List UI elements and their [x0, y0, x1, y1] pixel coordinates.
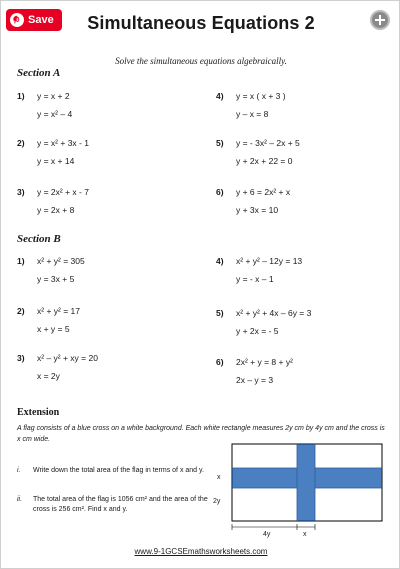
extension-heading: Extension: [17, 407, 60, 418]
cross-vertical-bar: [297, 445, 315, 521]
equation-2: y = - x – 1: [236, 274, 274, 284]
equation-2: x = 2y: [37, 371, 60, 381]
section-b-heading: Section B: [17, 233, 61, 245]
question-number: 1): [17, 91, 25, 101]
equation-1: y = x² + 3x - 1: [37, 138, 89, 148]
extension-part-i: [17, 466, 215, 488]
flag-label-4y: 4y: [263, 531, 271, 538]
equation-2: y + 2x + 22 = 0: [236, 156, 293, 166]
equation-1: y = - 3x² – 2x + 5: [236, 138, 300, 148]
part-text: Write down the total area of the flag in terms of x and y.: [33, 467, 204, 474]
equation-2: y – x = 8: [236, 109, 269, 119]
extension-description: A flag consists of a blue cross on a white background. Each white rectangle measures 2y cm by 4y cm and the cross is x cm wide.: [17, 425, 385, 443]
question-number: 2): [17, 306, 25, 316]
equation-1: x² – y² + xy = 20: [37, 353, 98, 363]
equation-1: 2x² + y = 8 + y²: [236, 357, 293, 367]
equation-1: y = 2x² + x - 7: [37, 187, 89, 197]
extension-part-ii: [17, 495, 215, 517]
equation-1: y = x ( x + 3 ): [236, 91, 286, 101]
question-number: 3): [17, 353, 25, 363]
question-number: 6): [216, 357, 224, 367]
equation-2: y + 2x = - 5: [236, 326, 279, 336]
question-number: 3): [17, 187, 25, 197]
equation-1: y = x + 2: [37, 91, 70, 101]
instruction-text: Solve the simultaneous equations algebraically.: [115, 56, 287, 66]
flag-label-x-bottom: x: [303, 531, 307, 538]
equation-1: y + 6 = 2x² + x: [236, 187, 291, 197]
plus-icon: [375, 15, 385, 25]
part-text: The total area of the flag is 1056 cm² and the area of the cross is 256 cm². Find x and y.: [33, 496, 208, 513]
footer-url[interactable]: www.9-1GCSEmathsworksheets.com: [134, 547, 268, 556]
question-number: 5): [216, 308, 224, 318]
question-number: 4): [216, 91, 224, 101]
equation-2: y = x + 14: [37, 156, 75, 166]
question-number: 5): [216, 138, 224, 148]
question-number: 4): [216, 256, 224, 266]
equation-1: x² + y² – 12y = 13: [236, 256, 303, 266]
zoom-button[interactable]: [370, 10, 390, 30]
section-a-heading: Section A: [17, 67, 61, 79]
equation-1: x² + y² = 305: [37, 256, 85, 266]
question-number: 2): [17, 138, 25, 148]
equation-1: x² + y² + 4x – 6y = 3: [236, 308, 312, 318]
equation-2: y = x² – 4: [37, 109, 73, 119]
save-label: Save: [28, 14, 54, 26]
equation-2: y = 3x + 5: [37, 274, 75, 284]
equation-2: y + 3x = 10: [236, 205, 279, 215]
part-label: ii.: [17, 496, 23, 503]
question-number: 6): [216, 187, 224, 197]
flag-label-x-side: x: [217, 474, 221, 481]
flag-diagram: [230, 443, 392, 541]
equation-2: 2x – y = 3: [236, 375, 274, 385]
equation-2: y = 2x + 8: [37, 205, 75, 215]
page-title: Simultaneous Equations 2: [87, 13, 315, 33]
flag-label-2y: 2y: [213, 498, 221, 505]
part-label: i.: [17, 467, 21, 474]
question-number: 1): [17, 256, 25, 266]
equation-2: x + y = 5: [37, 324, 70, 334]
equation-1: x² + y² = 17: [37, 306, 80, 316]
